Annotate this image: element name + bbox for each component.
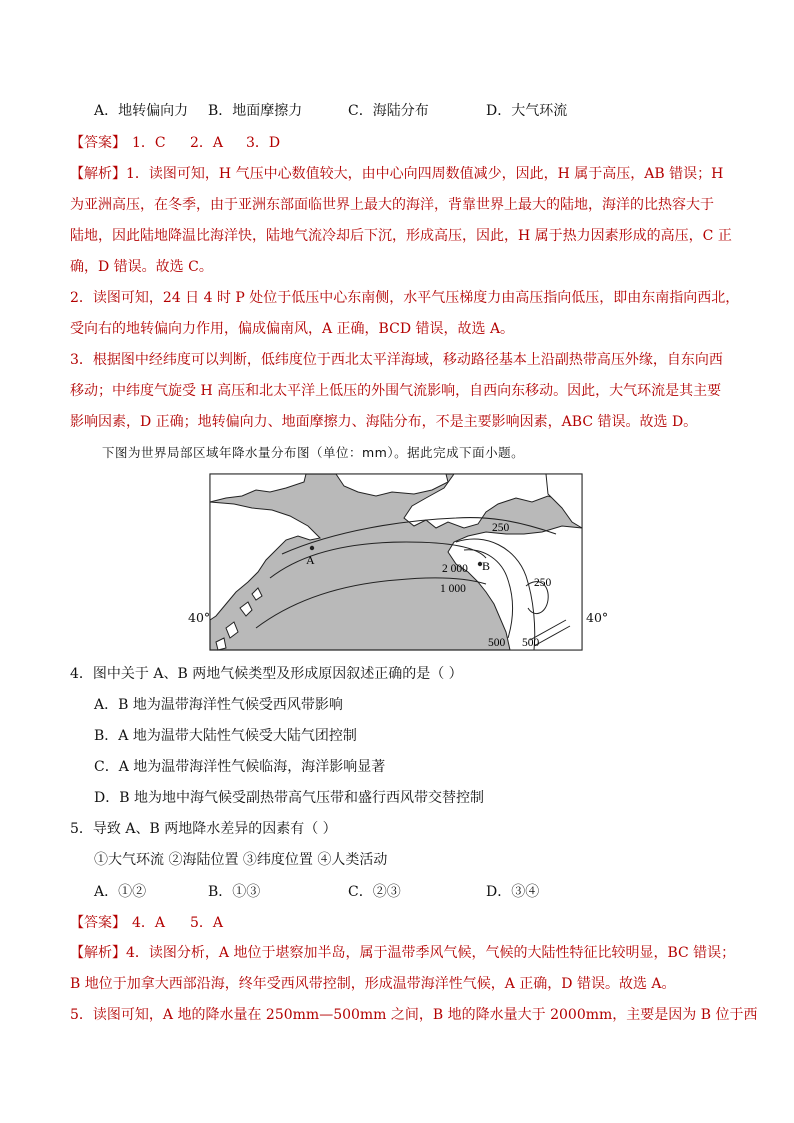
label-2000: 2 000 [442, 563, 468, 575]
answer-tag: 【答案】 [70, 915, 126, 931]
analysis-tag: 【解析】 [70, 945, 126, 961]
question-4-stem: 4．图中关于 A、B 两地气候类型及形成原因叙述正确的是（ ） [70, 666, 463, 682]
latitude-left: 40° [188, 610, 211, 625]
q5-option-c: C．②③ [348, 884, 401, 900]
q4-option-a: A．B 地为温带海洋性气候受西风带影响 [94, 697, 343, 713]
precipitation-map [186, 468, 609, 654]
latitude-right: 40° [586, 610, 609, 625]
prev-option-b: B．地面摩擦力 [208, 103, 303, 119]
question-5-stem: 5．导致 A、B 两地降水差异的因素有（ ） [70, 821, 337, 837]
q5-factors: ①大气环流 ②海陆位置 ③纬度位置 ④人类活动 [94, 852, 388, 868]
q4-option-c: C．A 地为温带海洋性气候临海，海洋影响显著 [94, 759, 386, 775]
analysis-line: 影响因素，D 正确；地转偏向力、地面摩擦力、海陆分布，不是主要影响因素，ABC 错误。故选 D。 [70, 414, 698, 430]
analysis-line: 陆地，因此陆地降温比海洋快，陆地气流冷却后下沉，形成高压，因此，H 属于热力因素形成的高压，C 正 [70, 228, 732, 244]
label-500-a: 500 [488, 637, 506, 649]
label-1000: 1 000 [440, 583, 466, 595]
label-500-b: 500 [522, 637, 540, 649]
analysis-line: 5．读图可知，A 地的降水量在 250mm—500mm 之间，B 地的降水量大于 2000mm，主要是因为 B 位于西 [70, 1007, 758, 1023]
q5-option-b: B．①③ [208, 884, 261, 900]
analysis-text: 4．读图分析，A 地位于堪察加半岛，属于温带季风气候，气候的大陆性特征比较明显，BC 错误； [126, 945, 736, 961]
analysis-line: 3．根据图中经纬度可以判断，低纬度位于西北太平洋海域，移动路径基本上沿副热带高压外缘，自东向西 [70, 352, 723, 368]
analysis-line: 受向右的地转偏向力作用，偏成偏南风，A 正确，BCD 错误，故选 A。 [70, 321, 515, 337]
analysis-line: 2．读图可知，24 日 4 时 P 处位于低压中心东南侧，水平气压梯度力由高压指向低压，即由东南指向西北， [70, 290, 740, 306]
figure-caption: 下图为世界局部区域年降水量分布图（单位：mm）。据此完成下面小题。 [102, 445, 525, 460]
answer-item: 2．A [190, 135, 224, 151]
analysis-line: B 地位于加拿大西部沿海，终年受西风带控制，形成温带海洋性气候，A 正确，D 错误。故选 A。 [70, 976, 676, 992]
prev-option-c: C．海陆分布 [348, 103, 429, 119]
q4-option-b: B．A 地为温带大陆性气候受大陆气团控制 [94, 728, 357, 744]
analysis-line: 确，D 错误。故选 C。 [70, 259, 213, 275]
point-a-marker [310, 546, 314, 550]
answer-item: 3．D [246, 135, 281, 151]
q5-option-d: D．③④ [486, 884, 540, 900]
analysis-text: 1．读图可知，H 气压中心数值较大，由中心向四周数值减少，因此，H 属于高压，AB 错误；H [126, 166, 724, 182]
prev-option-a: A．地转偏向力 [94, 103, 189, 119]
q4-option-d: D．B 地为地中海气候受副热带高气压带和盛行西风带交替控制 [94, 790, 484, 806]
answer-item: 5．A [190, 915, 224, 931]
analysis-paragraph-4-first [70, 943, 735, 963]
label-250-right: 250 [534, 577, 552, 589]
label-a: A [306, 553, 315, 567]
analysis-line: 移动；中纬度气旋受 H 高压和北太平洋上低压的外围气流影响，自西向东移动。因此，大气环流是其主要 [70, 383, 722, 399]
analysis-tag: 【解析】 [70, 166, 126, 182]
prev-option-d: D．大气环流 [486, 103, 568, 119]
answer-tag: 【答案】 [70, 135, 126, 151]
analysis-paragraph-1-first [70, 164, 723, 184]
label-b: B [482, 559, 491, 573]
answer-item: 4．A [132, 915, 166, 931]
analysis-line: 为亚洲高压，在冬季，由于亚洲东部面临世界上最大的海洋，背靠世界上最大的陆地，海洋的比热容大于 [70, 197, 714, 213]
q5-option-a: A．①② [94, 884, 147, 900]
answer-item: 1．C [132, 135, 166, 151]
label-250-top: 250 [492, 522, 510, 534]
